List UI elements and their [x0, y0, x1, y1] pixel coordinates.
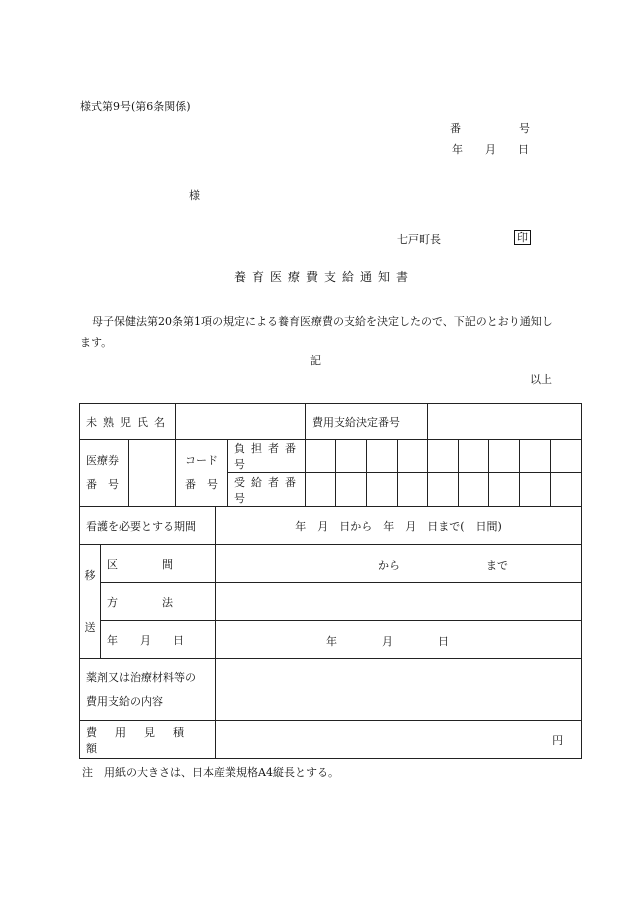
ticket-label-line2: 番 号 [86, 478, 119, 491]
payer-digit-cell[interactable] [489, 440, 520, 473]
seal-mark: 印 [514, 230, 531, 245]
ticket-number-label [80, 440, 129, 507]
body-paragraph-container [80, 311, 558, 353]
recipient-digit-cell[interactable] [306, 473, 336, 507]
care-period-label: 看護を必要とする期間 [80, 507, 216, 545]
medicine-label-line1: 薬剤又は治療材料等の [86, 670, 196, 684]
ijou-label: 以上 [530, 373, 552, 386]
method-field[interactable] [216, 583, 582, 621]
row-infant-name [80, 404, 582, 440]
date-year: 年 [452, 143, 463, 156]
transfer-label-line2: 送 [84, 620, 96, 634]
row-care-period [80, 507, 582, 545]
recipient-digit-cell[interactable] [551, 473, 582, 507]
medicine-label [80, 659, 216, 721]
row-estimate [80, 721, 582, 759]
decision-number-field[interactable] [428, 404, 582, 440]
row-payer [80, 440, 582, 473]
form-number: 様式第9号(第6条関係) [80, 100, 191, 113]
issuer-name: 七戸町長 [397, 233, 441, 246]
payer-digit-cell[interactable] [336, 440, 367, 473]
footnote: 注 用紙の大きさは、日本産業規格A4縦長とする。 [82, 766, 339, 779]
recipient-digit-cell[interactable] [336, 473, 367, 507]
number-label-end: 号 [519, 122, 530, 135]
decision-number-label: 費用支給決定番号 [306, 404, 428, 440]
row-transfer-method [80, 583, 582, 621]
transfer-label [80, 545, 101, 659]
transfer-date-day: 日 [438, 634, 449, 648]
section-from: から [378, 558, 400, 572]
addressee-suffix: 様 [189, 189, 200, 202]
recipient-digit-cell[interactable] [398, 473, 428, 507]
recipient-digit-cell[interactable] [367, 473, 398, 507]
medicine-label-line2: 費用支給の内容 [86, 694, 163, 708]
transfer-date-field[interactable] [216, 621, 582, 659]
care-period-value[interactable]: 年 月 日から 年 月 日まで( 日間) [216, 507, 582, 545]
payer-digit-cell[interactable] [459, 440, 489, 473]
payer-digit-cell[interactable] [551, 440, 582, 473]
method-label: 方 法 [101, 583, 216, 621]
payer-digit-cell[interactable] [367, 440, 398, 473]
estimate-field[interactable] [216, 721, 582, 759]
infant-name-label: 未熟児氏名 [80, 404, 176, 440]
recipient-digit-cell[interactable] [428, 473, 459, 507]
medicine-field[interactable] [216, 659, 582, 721]
payer-digit-cell[interactable] [306, 440, 336, 473]
ki-label: 記 [310, 354, 321, 367]
number-label-start: 番 [450, 122, 461, 135]
date-day: 日 [518, 143, 529, 156]
date-month: 月 [485, 143, 496, 156]
ticket-label-line1: 医療券 [86, 454, 119, 467]
payer-digit-cell[interactable] [428, 440, 459, 473]
form-table [79, 403, 582, 759]
row-transfer-section [80, 545, 582, 583]
row-transfer-date [80, 621, 582, 659]
body-paragraph: 母子保健法第20条第1項の規定による養育医療費の支給を決定したので、下記のとおり通知します。 [80, 315, 553, 349]
estimate-unit: 円 [552, 733, 564, 747]
section-to: まで [486, 558, 508, 572]
section-field[interactable] [216, 545, 582, 583]
transfer-date-label: 年 月 日 [101, 621, 216, 659]
recipient-digit-cell[interactable] [489, 473, 520, 507]
section-label: 区 間 [101, 545, 216, 583]
document-title: 養育医療費支給通知書 [234, 270, 415, 284]
ticket-number-field[interactable] [129, 440, 176, 507]
infant-name-field[interactable] [176, 404, 306, 440]
payer-digit-cell[interactable] [398, 440, 428, 473]
payer-number-label: 負担者番号 [228, 440, 306, 473]
transfer-date-year: 年 [326, 634, 337, 648]
transfer-label-line1: 移 [84, 568, 96, 582]
row-medicine [80, 659, 582, 721]
recipient-number-label: 受給者番号 [228, 473, 306, 507]
recipient-digit-cell[interactable] [520, 473, 551, 507]
code-label-line1: コード [185, 454, 218, 467]
transfer-date-month: 月 [382, 634, 393, 648]
payer-digit-cell[interactable] [520, 440, 551, 473]
code-number-label [176, 440, 228, 507]
recipient-digit-cell[interactable] [459, 473, 489, 507]
estimate-label: 費用見積額 [80, 721, 216, 759]
code-label-line2: 番 号 [185, 478, 218, 491]
